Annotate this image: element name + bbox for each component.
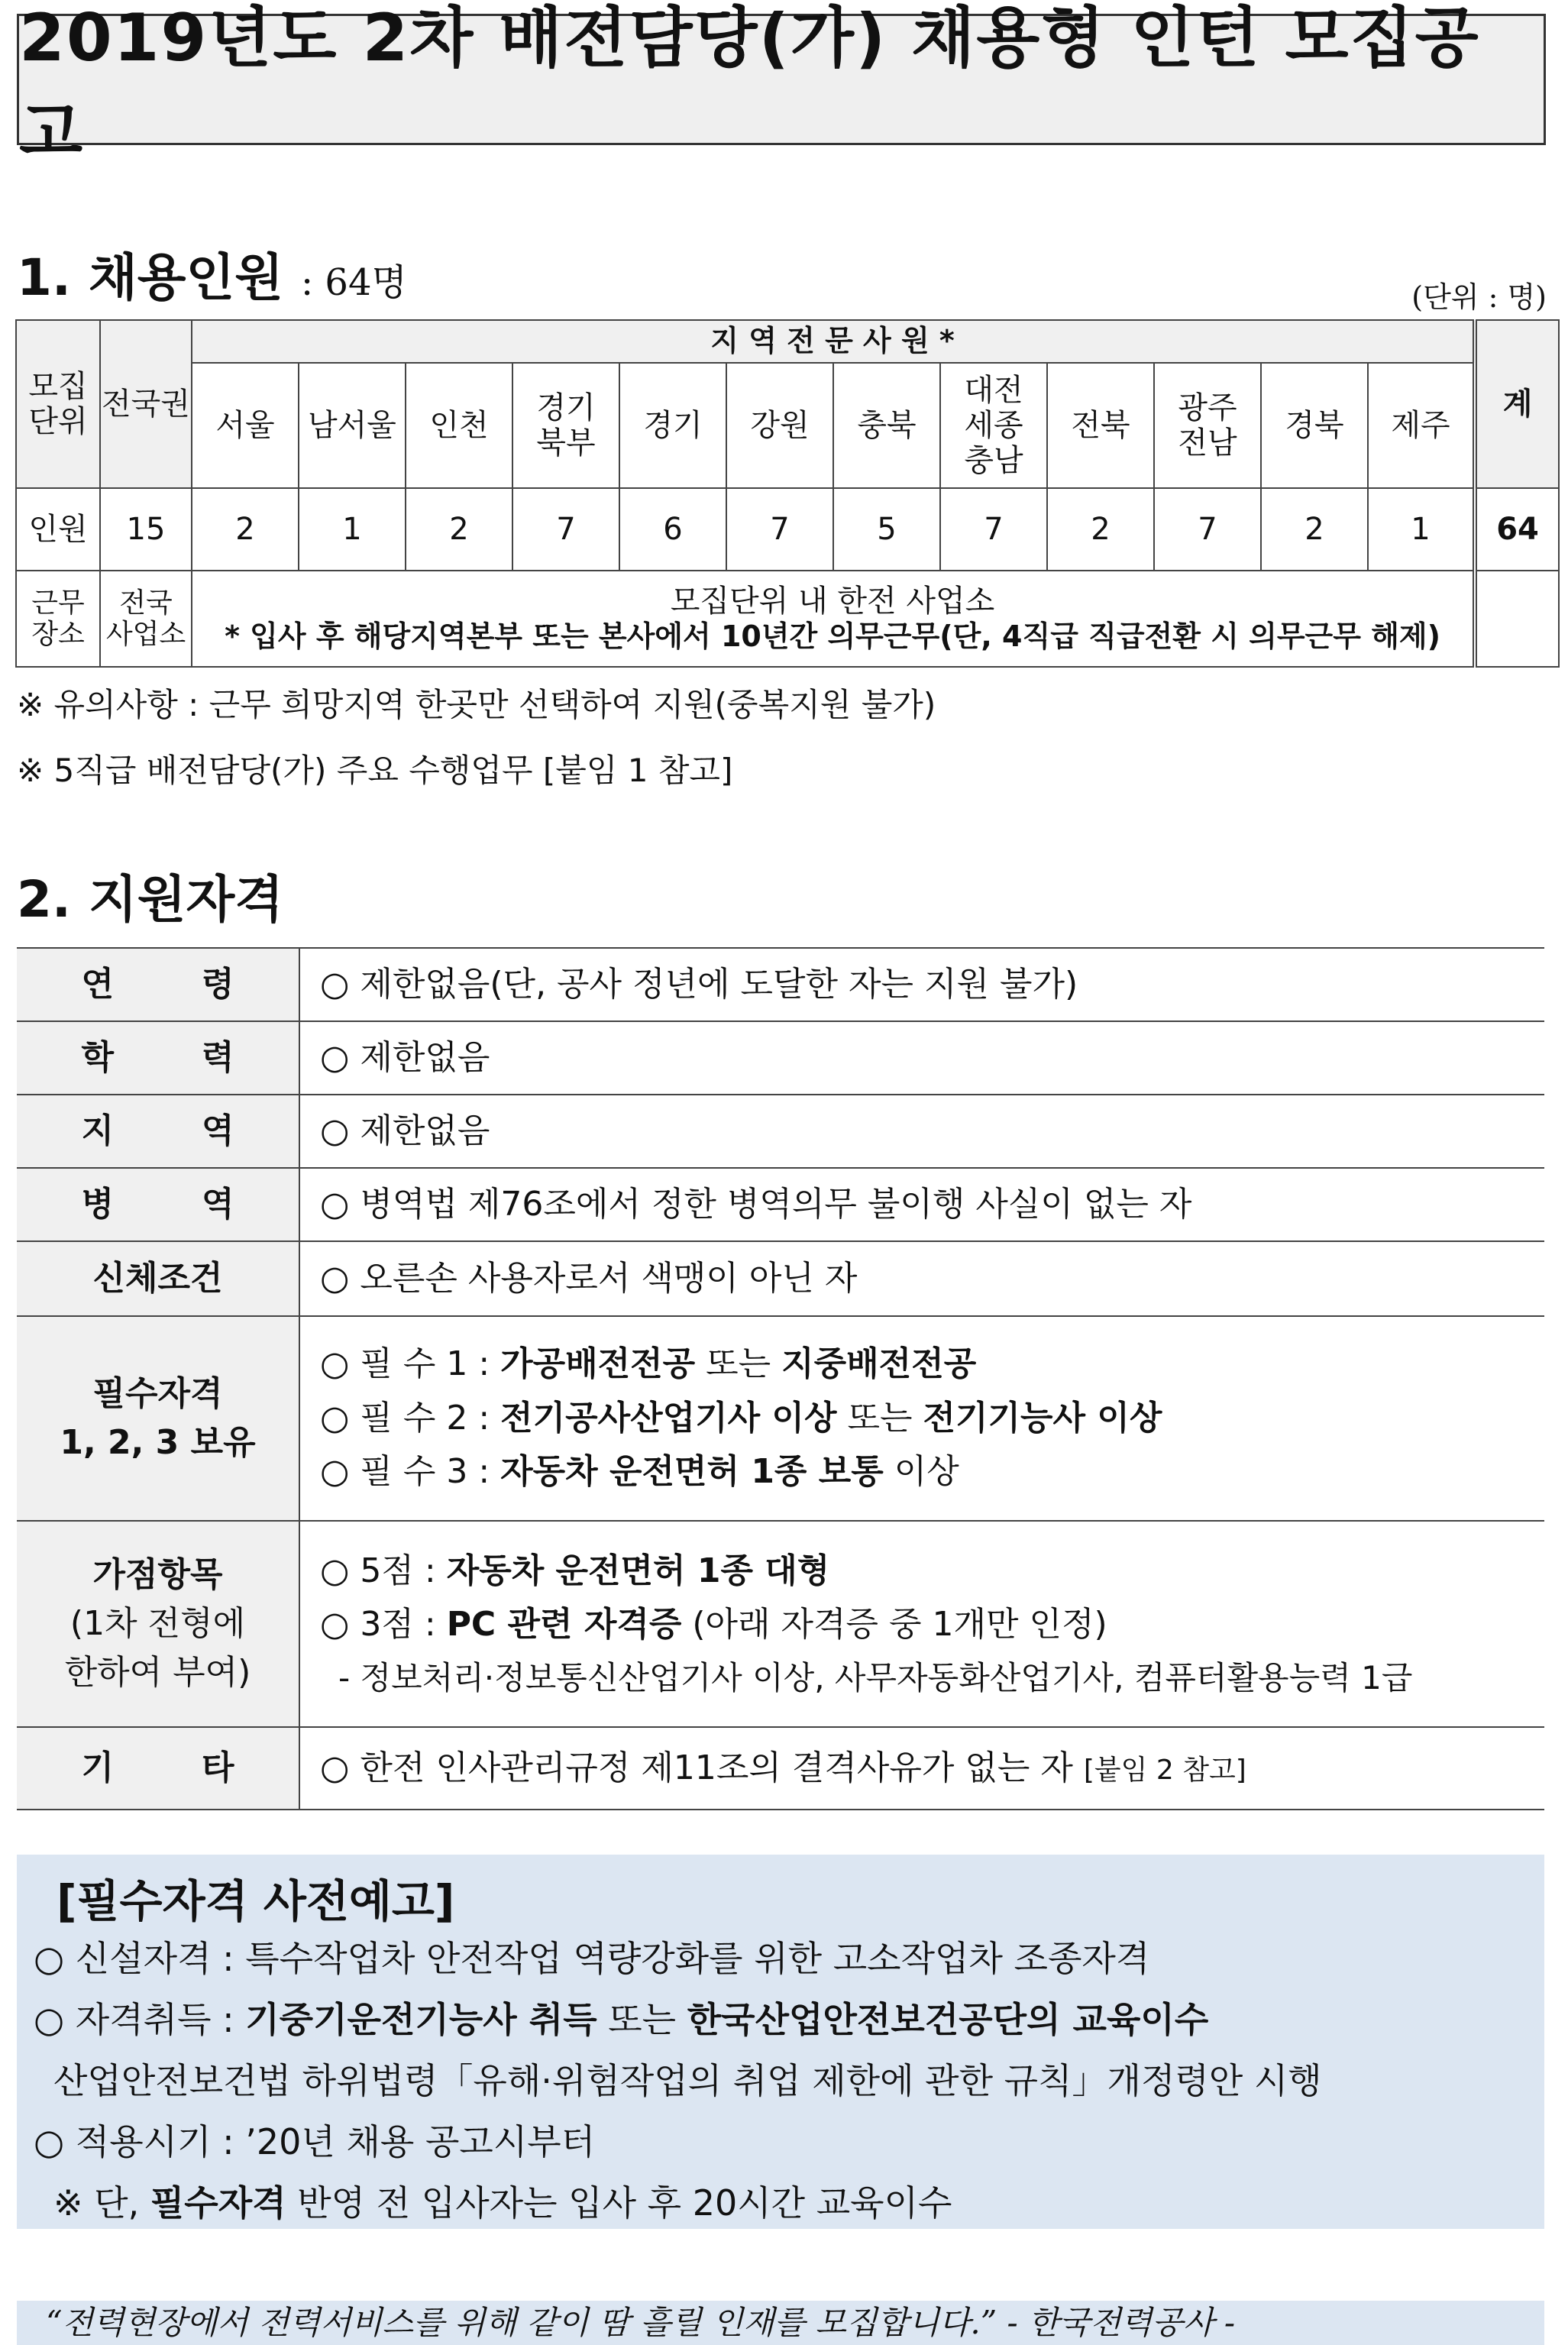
region-header-3: 경기 북부 <box>512 363 619 488</box>
page-title: 2019년도 2차 배전담당(가) 채용형 인턴 모집공고 <box>19 0 1480 171</box>
bonus-label: 가점항목 (1차 전형에 한하여 부여) <box>17 1521 299 1727</box>
notice-line-5: ※ 단, 필수자격 반영 전 입사자는 입사 후 20시간 교육이수 <box>53 2182 952 2224</box>
military-value: ○ 병역법 제76조에서 정한 병역의무 불이행 사실이 없는 자 <box>299 1168 1544 1241</box>
notice-line-3: 산업안전보건법 하위법령「유해·위험작업의 취업 제한에 관한 규칙」개정령안 시행 <box>53 2060 1322 2101</box>
region-count-9: 7 <box>1154 488 1261 571</box>
education-value: ○ 제한없음 <box>299 1021 1544 1095</box>
footer-quote: “전력현장에서 전력서비스를 위해 같이 땀 흘릴 인재를 모집합니다.” - 한국전력공사 - <box>17 2301 1544 2345</box>
count-label: 인원 <box>16 488 100 571</box>
region-count-0: 2 <box>192 488 299 571</box>
bonus-value <box>299 1521 1544 1727</box>
region-header-7: 대전 세종 충남 <box>940 363 1047 488</box>
region-header-4: 경기 <box>619 363 726 488</box>
work-label: 근무 장소 <box>16 571 100 667</box>
region-header-8: 전북 <box>1047 363 1154 488</box>
required-2: ○ 필 수 2 : 전기공사산업기사 이상 또는 전기기능사 이상 <box>320 1398 1162 1438</box>
required-value <box>299 1316 1544 1521</box>
body-label: 신체조건 <box>17 1241 299 1316</box>
bonus-1: ○ 5점 : 자동차 운전면허 1종 대형 <box>320 1551 830 1591</box>
notice-heading: [필수자격 사전예고] <box>57 1875 455 1927</box>
region-header-1: 남서울 <box>299 363 406 488</box>
region-value: ○ 제한없음 <box>299 1095 1544 1168</box>
unit-header: 모집 단위 <box>16 320 100 488</box>
national-count: 15 <box>100 488 192 571</box>
notice-line-1: ○ 신설자격 : 특수작업차 안전작업 역량강화를 위한 고소작업차 조종자격 <box>34 1938 1150 1979</box>
region-count-11: 1 <box>1368 488 1475 571</box>
region-header-6: 충북 <box>833 363 940 488</box>
region-header-11: 제주 <box>1368 363 1475 488</box>
required-3: ○ 필 수 3 : 자동차 운전면허 1종 보통 이상 <box>320 1452 959 1492</box>
region-header-5: 강원 <box>726 363 833 488</box>
section2-heading: 2. 지원자격 <box>17 870 283 929</box>
region-count-4: 6 <box>619 488 726 571</box>
notice-line-2: ○ 자격취득 : 기중기운전기능사 취득 또는 한국산업안전보건공단의 교육이수 <box>34 1999 1209 2040</box>
etc-label: 기 타 <box>17 1727 299 1810</box>
national-header: 전국권 <box>100 320 192 488</box>
region-header-10: 경북 <box>1261 363 1368 488</box>
required-label: 필수자격 1, 2, 3 보유 <box>17 1316 299 1521</box>
regional-header: 지 역 전 문 사 원 * <box>192 320 1475 363</box>
page-title-box <box>17 0 1546 171</box>
region-header-9: 광주 전남 <box>1154 363 1261 488</box>
region-count-10: 2 <box>1261 488 1368 571</box>
unit-label: (단위 : 명) <box>1411 280 1547 314</box>
age-value: ○ 제한없음(단, 공사 정년에 도달한 자는 지원 불가) <box>299 948 1544 1021</box>
region-count-8: 2 <box>1047 488 1154 571</box>
bonus-2: ○ 3점 : PC 관련 자격증 (아래 자격증 중 1개만 인정) <box>320 1605 1107 1645</box>
region-header-2: 인천 <box>406 363 512 488</box>
national-work: 전국 사업소 <box>100 571 192 667</box>
military-label: 병 역 <box>17 1168 299 1241</box>
notice-box <box>17 1855 1544 2229</box>
total-work-empty <box>1475 571 1559 667</box>
notice-line-4: ○ 적용시기 : ’20년 채용 공고시부터 <box>34 2121 596 2162</box>
bonus-3: - 정보처리·정보통신산업기사 이상, 사무자동화산업기사, 컴퓨터활용능력 1급 <box>338 1658 1413 1696</box>
region-count-5: 7 <box>726 488 833 571</box>
section1-heading: 1. 채용인원 : 64명 <box>17 248 407 307</box>
recruit-table <box>15 319 1560 668</box>
qualification-table <box>17 947 1544 1810</box>
region-label: 지 역 <box>17 1095 299 1168</box>
total-count: 64 <box>1475 488 1559 571</box>
region-count-3: 7 <box>512 488 619 571</box>
region-count-2: 2 <box>406 488 512 571</box>
region-count-6: 5 <box>833 488 940 571</box>
total-header: 계 <box>1475 320 1559 488</box>
education-label: 학 력 <box>17 1021 299 1095</box>
age-label: 연 령 <box>17 948 299 1021</box>
required-1: ○ 필 수 1 : 가공배전전공 또는 지중배전전공 <box>320 1344 977 1384</box>
region-count-7: 7 <box>940 488 1047 571</box>
body-value: ○ 오른손 사용자로서 색맹이 아닌 자 <box>299 1241 1544 1316</box>
etc-value: ○ 한전 인사관리규정 제11조의 결격사유가 없는 자 [붙임 2 참고] <box>299 1727 1544 1810</box>
regional-work: 모집단위 내 한전 사업소 * 입사 후 해당지역본부 또는 본사에서 10년간 의무근무(단, 4직급 직급전환 시 의무근무 해제) <box>192 571 1475 667</box>
section1-count: : 64명 <box>300 261 407 304</box>
region-header-0: 서울 <box>192 363 299 488</box>
note-2: ※ 5직급 배전담당(가) 주요 수행업무 [붙임 1 참고] <box>17 752 733 789</box>
region-count-1: 1 <box>299 488 406 571</box>
note-1: ※ 유의사항 : 근무 희망지역 한곳만 선택하여 지원(중복지원 불가) <box>17 686 936 723</box>
